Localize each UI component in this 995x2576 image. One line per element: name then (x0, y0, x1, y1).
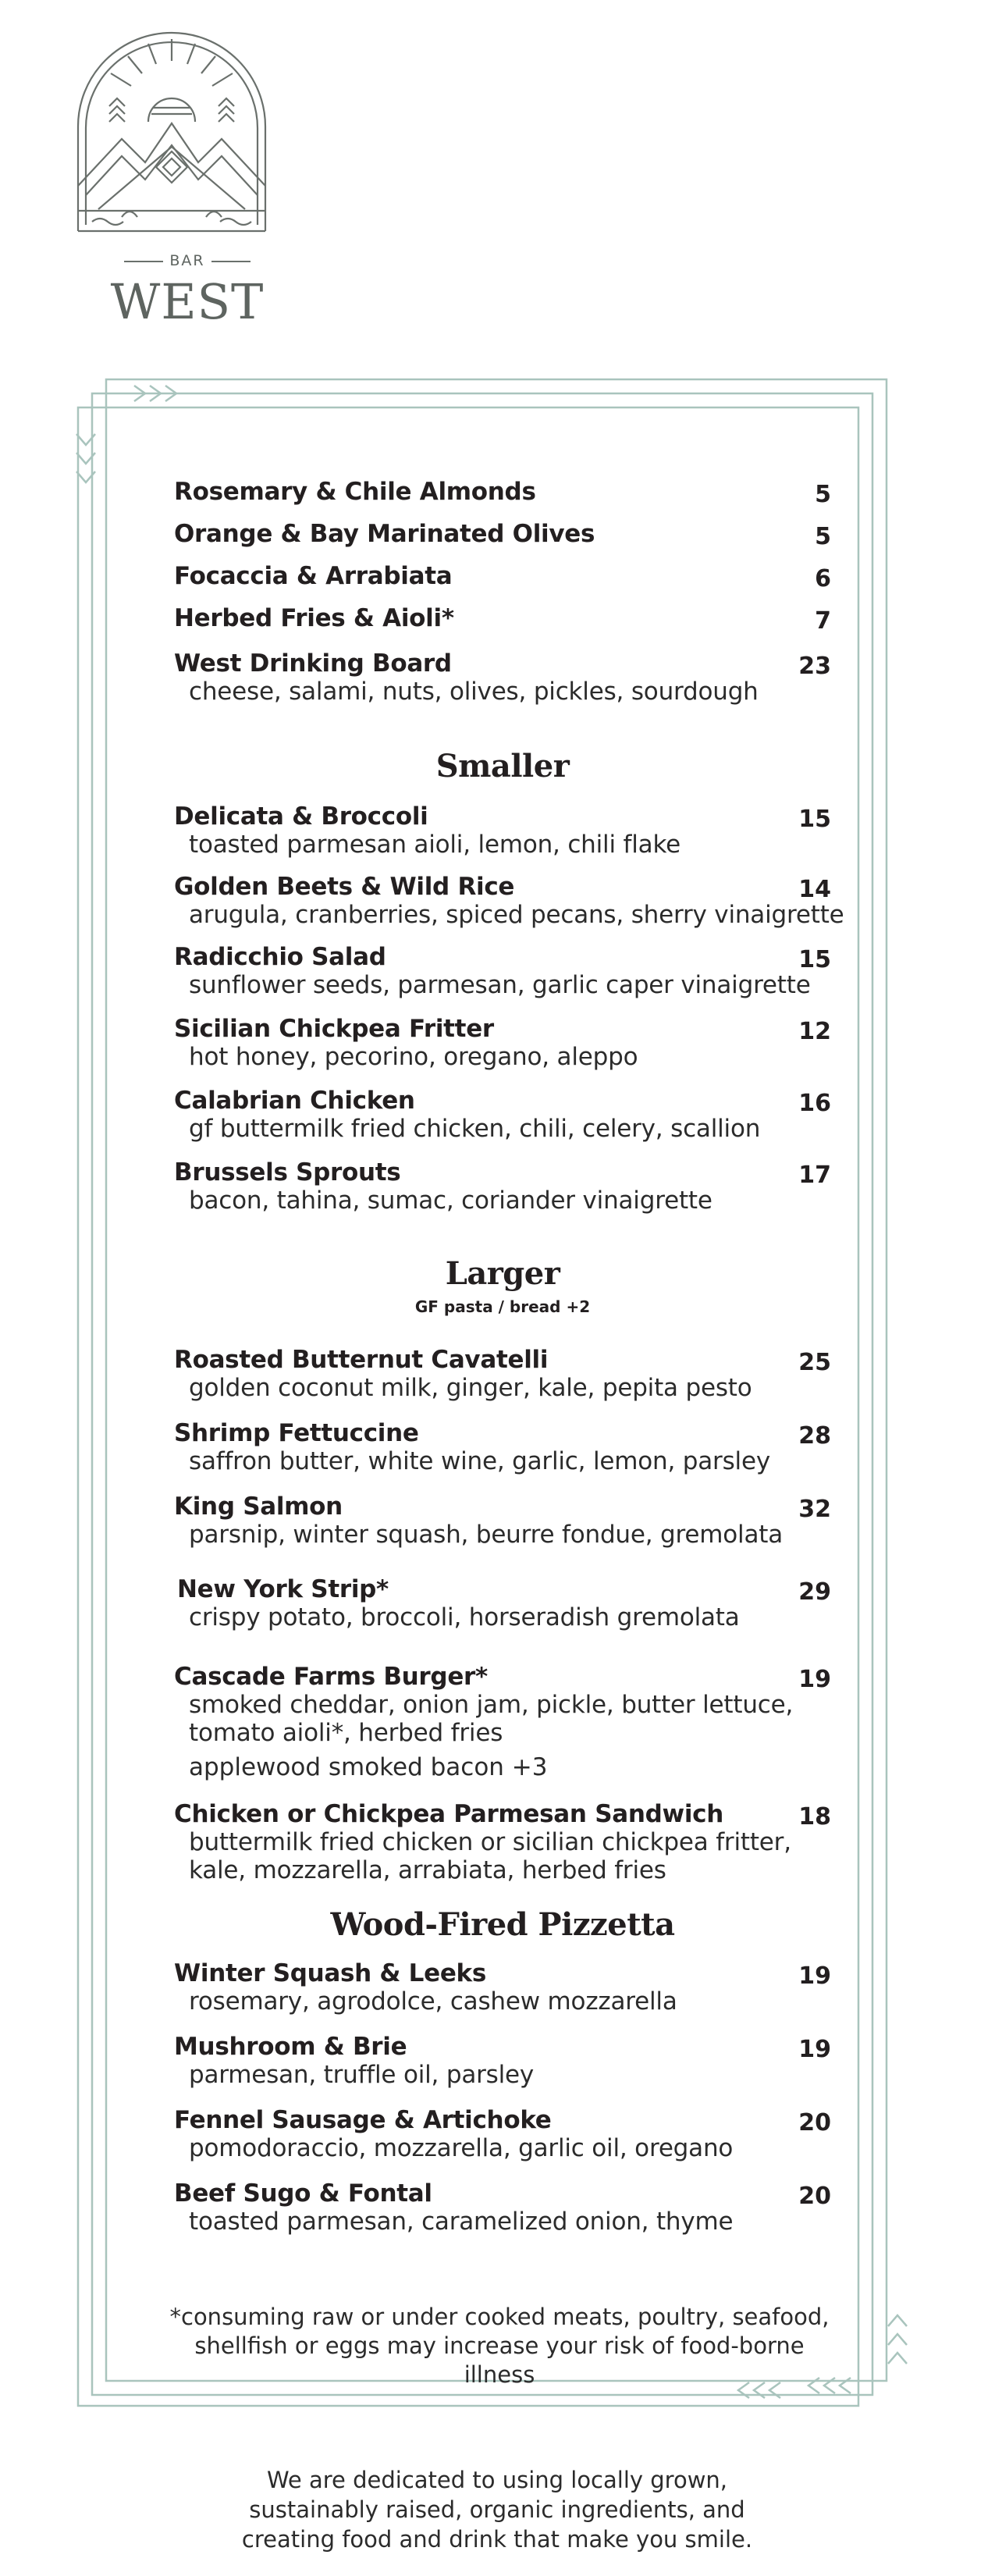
item-description: rosemary, agrodolce, cashew mozzarella (189, 1987, 677, 2016)
item-name: Winter Squash & Leeks (174, 1959, 487, 1987)
section-note-larger: GF pasta / bread +2 (414, 1297, 591, 1316)
menu-item (174, 1158, 831, 1215)
item-description: cheese, salami, nuts, olives, pickles, sourdough (189, 678, 759, 706)
item-price: 23 (798, 653, 831, 680)
item-description: golden coconut milk, ginger, kale, pepita pesto (189, 1374, 752, 1402)
item-name: Herbed Fries & Aioli* (174, 604, 454, 632)
item-description: hot honey, pecorino, oregano, aleppo (189, 1043, 638, 1071)
item-description: gf buttermilk fried chicken, chili, celery, scallion (189, 1115, 761, 1143)
item-price: 6 (815, 565, 831, 592)
footer-statement (185, 2465, 809, 2554)
item-price: 15 (798, 806, 831, 833)
menu-item (174, 478, 831, 506)
item-price: 19 (798, 1666, 831, 1693)
item-name: Focaccia & Arrabiata (174, 562, 453, 590)
logo-arch (78, 33, 265, 231)
logo-mountains (78, 123, 265, 211)
footer-line: We are dedicated to using locally grown, (266, 2467, 728, 2493)
menu-item (174, 1663, 831, 1781)
item-description: tomato aioli*, herbed fries (189, 1719, 503, 1747)
item-name: Roasted Butternut Cavatelli (174, 1346, 549, 1374)
menu-item (174, 2179, 831, 2236)
brand-bar: BAR (117, 252, 258, 269)
item-description: buttermilk fried chicken or sicilian chickpea fritter, (189, 1828, 791, 1856)
item-description: pomodoraccio, mozzarella, garlic oil, oregano (189, 2134, 734, 2162)
item-name: Mushroom & Brie (174, 2033, 407, 2061)
item-price: 16 (798, 1090, 831, 1117)
bar-west-logo (75, 30, 268, 234)
item-price: 5 (815, 481, 831, 508)
menu-item (174, 2106, 831, 2162)
menu-item (174, 604, 831, 635)
item-name: Fennel Sausage & Artichoke (174, 2106, 552, 2134)
section-title-smaller: Smaller (435, 748, 570, 785)
item-name: King Salmon (174, 1493, 343, 1521)
item-price: 17 (798, 1162, 831, 1189)
menu-item (174, 1959, 831, 2016)
item-price: 32 (798, 1496, 831, 1523)
item-name: Rosemary & Chile Almonds (174, 478, 536, 506)
menu-item (174, 943, 831, 999)
item-description: crispy potato, broccoli, horseradish gremolata (189, 1603, 740, 1631)
item-price: 20 (798, 2109, 831, 2137)
section-title-larger: Larger (445, 1255, 560, 1292)
logo-sun (111, 39, 233, 122)
item-description: arugula, cranberries, spiced pecans, sherry vinaigrette (189, 901, 844, 929)
item-price: 18 (798, 1803, 831, 1831)
menu-item (174, 873, 844, 929)
item-description: saffron butter, white wine, garlic, lemon, parsley (189, 1447, 770, 1475)
brand-name: WEST (110, 273, 265, 330)
section-title-pizzetta: Wood-Fired Pizzetta (330, 1906, 675, 1943)
item-price: 19 (798, 2036, 831, 2063)
item-description: parsnip, winter squash, beurre fondue, gremolata (189, 1521, 783, 1549)
item-description: toasted parmesan aioli, lemon, chili flake (189, 831, 681, 859)
item-description: parmesan, truffle oil, parsley (189, 2061, 535, 2089)
disclaimer-line: *consuming raw or under cooked meats, poultry, seafood, (169, 2304, 830, 2330)
health-disclaimer (160, 2303, 839, 2389)
menu-item (174, 1800, 831, 1884)
footer-line: creating food and drink that make you smile. (241, 2526, 753, 2553)
item-description: kale, mozzarella, arrabiata, herbed fries (189, 1856, 666, 1884)
item-name: Sicilian Chickpea Fritter (174, 1015, 494, 1043)
item-name: Calabrian Chicken (174, 1087, 415, 1115)
item-name: Cascade Farms Burger* (174, 1663, 488, 1691)
disclaimer-line: shellfish or eggs may increase your risk of food-borne illness (194, 2332, 805, 2388)
item-addon: applewood smoked bacon +3 (189, 1753, 548, 1781)
item-price: 7 (815, 607, 831, 635)
item-price: 20 (798, 2183, 831, 2210)
item-name: New York Strip* (177, 1575, 389, 1603)
menu-item (174, 802, 831, 859)
logo-waves (78, 212, 265, 231)
menu-item (174, 562, 831, 590)
item-name: Delicata & Broccoli (174, 802, 428, 831)
item-name: Radicchio Salad (174, 943, 386, 971)
item-name: Orange & Bay Marinated Olives (174, 520, 595, 548)
item-description: smoked cheddar, onion jam, pickle, butter lettuce, (189, 1691, 794, 1719)
menu-item (174, 649, 831, 706)
logo-chevrons (109, 98, 234, 122)
item-description: sunflower seeds, parmesan, garlic caper vinaigrette (189, 971, 811, 999)
item-name: Golden Beets & Wild Rice (174, 873, 515, 901)
menu-item (174, 520, 831, 548)
menu-item (174, 2033, 831, 2089)
item-description: toasted parmesan, caramelized onion, thyme (189, 2208, 734, 2236)
item-price: 5 (815, 523, 831, 550)
footer-line: sustainably raised, organic ingredients, and (249, 2496, 745, 2523)
item-price: 29 (798, 1578, 831, 1606)
item-price: 12 (798, 1018, 831, 1045)
item-price: 14 (798, 876, 831, 903)
menu-item (174, 1493, 831, 1549)
menu-item (174, 1575, 831, 1631)
item-name: Brussels Sprouts (174, 1158, 401, 1187)
item-price: 28 (798, 1422, 831, 1450)
item-name: Shrimp Fettuccine (174, 1419, 419, 1447)
menu-item (174, 1419, 831, 1475)
item-price: 19 (798, 1962, 831, 1990)
item-name: Chicken or Chickpea Parmesan Sandwich (174, 1800, 724, 1828)
item-name: West Drinking Board (174, 649, 452, 678)
menu-item (174, 1346, 831, 1402)
item-price: 25 (798, 1349, 831, 1376)
item-description: bacon, tahina, sumac, coriander vinaigrette (189, 1187, 712, 1215)
item-price: 15 (798, 946, 831, 973)
item-name: Beef Sugo & Fontal (174, 2179, 432, 2208)
menu-item (174, 1015, 831, 1071)
menu-item (174, 1087, 831, 1143)
